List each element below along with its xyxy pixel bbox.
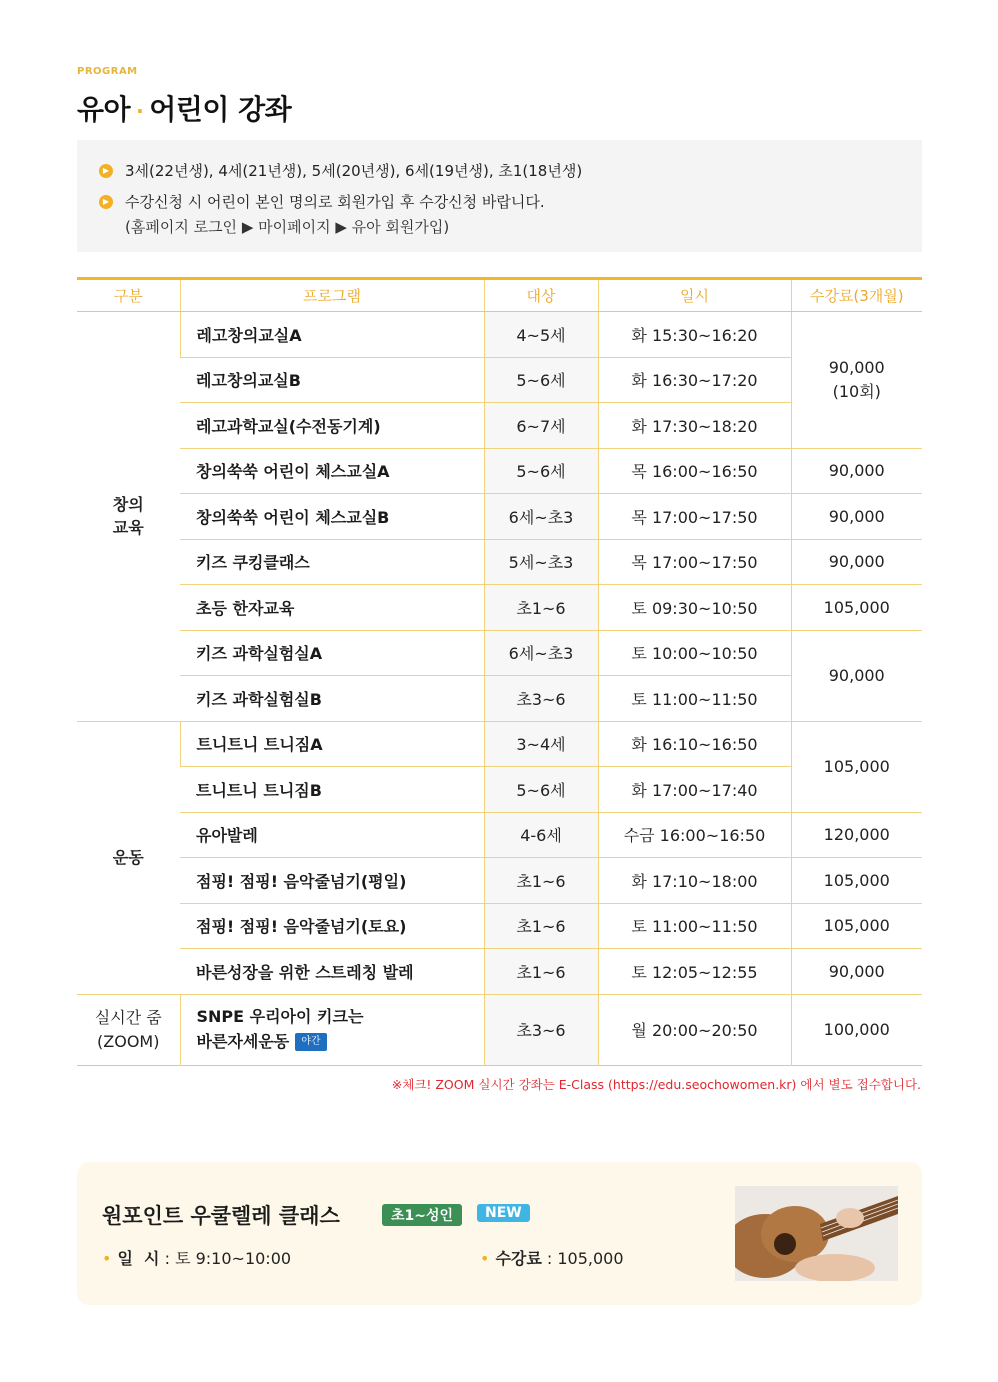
header-fee: 수강료(3개월) (791, 279, 922, 312)
fee: 90,000 (791, 494, 922, 540)
ukulele-fee: • 수강료 : 105,000 (480, 1249, 624, 1268)
fee: 90,000 (791, 630, 922, 721)
class-time: 토 09:30~10:50 (598, 585, 791, 631)
category-zoom: 실시간 줌 (ZOOM) (77, 994, 180, 1065)
page-title (77, 88, 291, 128)
target-age: 5~6세 (484, 767, 598, 813)
table-header-row (77, 279, 922, 312)
program-name: 트니트니 트니짐B (180, 767, 484, 813)
class-time: 토 10:00~10:50 (598, 630, 791, 676)
bullet-dot-icon: • (480, 1249, 490, 1268)
class-time: 화 16:30~17:20 (598, 357, 791, 403)
table-row (77, 903, 922, 949)
class-time: 토 11:00~11:50 (598, 676, 791, 722)
target-age: 초1~6 (484, 585, 598, 631)
bullet-dot-icon: • (102, 1249, 112, 1268)
night-badge: 야간 (295, 1033, 326, 1051)
class-time: 목 17:00~17:50 (598, 494, 791, 540)
target-age: 3~4세 (484, 721, 598, 767)
table-row (77, 494, 922, 540)
table-row (77, 312, 922, 358)
program-name: 레고창의교실B (180, 357, 484, 403)
header-time: 일시 (598, 279, 791, 312)
target-age: 4-6세 (484, 812, 598, 858)
notice-path-text: (홈페이지 로그인 ▶ 마이페이지 ▶ 유아 회원가입) (125, 218, 450, 236)
target-age: 초1~6 (484, 903, 598, 949)
title-part2: 어린이 강좌 (149, 93, 292, 126)
target-age: 초1~6 (484, 949, 598, 995)
class-time: 수금 16:00~16:50 (598, 812, 791, 858)
class-time: 화 16:10~16:50 (598, 721, 791, 767)
date-label: 일 시 (117, 1249, 160, 1268)
fee: 90,000 (791, 949, 922, 995)
class-time: 화 17:30~18:20 (598, 403, 791, 449)
target-age: 6세~초3 (484, 494, 598, 540)
target-age: 6~7세 (484, 403, 598, 449)
fee: 90,000 (10회) (791, 312, 922, 449)
notice-box (77, 140, 922, 252)
notice-age-text: 3세(22년생), 4세(21년생), 5세(20년생), 6세(19년생), 초1(18년생) (125, 162, 583, 180)
program-name: 점핑! 점핑! 음악줄넘기(평일) (180, 858, 484, 904)
class-time: 토 12:05~12:55 (598, 949, 791, 995)
program-name: 바른성장을 위한 스트레칭 발레 (180, 949, 484, 995)
table-row (77, 812, 922, 858)
class-time: 목 17:00~17:50 (598, 539, 791, 585)
class-time: 화 17:00~17:40 (598, 767, 791, 813)
notice-age-line (99, 160, 582, 181)
table-row (77, 448, 922, 494)
fee: 105,000 (791, 585, 922, 631)
class-time: 월 20:00~20:50 (598, 994, 791, 1065)
table-row (77, 721, 922, 767)
class-time: 화 15:30~16:20 (598, 312, 791, 358)
header-program: 프로그램 (180, 279, 484, 312)
section-eyebrow: PROGRAM (77, 66, 138, 77)
program-name: 창의쑥쑥 어린이 체스교실A (180, 448, 484, 494)
table-row (77, 630, 922, 676)
fee: 90,000 (791, 448, 922, 494)
zoom-footnote: ※체크! ZOOM 실시간 강좌는 E-Class (https://edu.seochowomen.kr) 에서 별도 접수합니다. (391, 1077, 921, 1092)
class-time: 목 16:00~16:50 (598, 448, 791, 494)
program-name: 유아발레 (180, 812, 484, 858)
target-age: 5~6세 (484, 448, 598, 494)
target-age: 4~5세 (484, 312, 598, 358)
program-name: SNPE 우리아이 키크는 바른자세운동 (196, 1006, 364, 1051)
ukulele-class-box (77, 1162, 922, 1305)
category-creative: 창의 교육 (77, 312, 180, 722)
target-age: 초3~6 (484, 676, 598, 722)
target-age: 6세~초3 (484, 630, 598, 676)
fee: 120,000 (791, 812, 922, 858)
target-age: 5세~초3 (484, 539, 598, 585)
ukulele-illustration (735, 1186, 898, 1281)
table-row (77, 858, 922, 904)
header-category: 구분 (77, 279, 180, 312)
title-dot: · (136, 99, 144, 123)
table-row (77, 949, 922, 995)
header-target: 대상 (484, 279, 598, 312)
title-part1: 유아 (77, 93, 131, 126)
notice-signup-line (99, 191, 545, 212)
category-sports: 운동 (77, 721, 180, 994)
target-badge: 초1~성인 (382, 1204, 462, 1226)
program-name: 레고창의교실A (180, 312, 484, 358)
notice-signup-text: 수강신청 시 어린이 본인 명의로 회원가입 후 수강신청 바랍니다. (125, 193, 545, 211)
fee: 90,000 (791, 539, 922, 585)
bullet-icon: ▶ (99, 164, 113, 178)
program-name: 레고과학교실(수전동기계) (180, 403, 484, 449)
program-name: 점핑! 점핑! 음악줄넘기(토요) (180, 903, 484, 949)
fee: 105,000 (791, 721, 922, 812)
class-time: 토 11:00~11:50 (598, 903, 791, 949)
schedule-table (77, 277, 922, 1066)
bullet-icon: ▶ (99, 195, 113, 209)
table-row (77, 585, 922, 631)
date-value: 토 9:10~10:00 (175, 1249, 292, 1268)
target-age: 5~6세 (484, 357, 598, 403)
fee: 105,000 (791, 903, 922, 949)
program-name: 창의쑥쑥 어린이 체스교실B (180, 494, 484, 540)
program-name-zoom (180, 994, 484, 1065)
program-name: 초등 한자교육 (180, 585, 484, 631)
ukulele-date: • 일 시 : 토 9:10~10:00 (102, 1249, 292, 1268)
target-age: 초1~6 (484, 858, 598, 904)
table-row (77, 994, 922, 1065)
program-name: 트니트니 트니짐A (180, 721, 484, 767)
program-name: 키즈 과학실험실B (180, 676, 484, 722)
new-badge: NEW (477, 1204, 530, 1222)
class-time: 화 17:10~18:00 (598, 858, 791, 904)
fee-value: 105,000 (557, 1249, 624, 1268)
fee: 100,000 (791, 994, 922, 1065)
target-age: 초3~6 (484, 994, 598, 1065)
table-row (77, 539, 922, 585)
program-name: 키즈 과학실험실A (180, 630, 484, 676)
fee-label: 수강료 (495, 1249, 542, 1268)
program-name: 키즈 쿠킹클래스 (180, 539, 484, 585)
ukulele-photo (735, 1186, 898, 1281)
fee: 105,000 (791, 858, 922, 904)
ukulele-title: 원포인트 우쿨렐레 클래스 (102, 1204, 340, 1228)
